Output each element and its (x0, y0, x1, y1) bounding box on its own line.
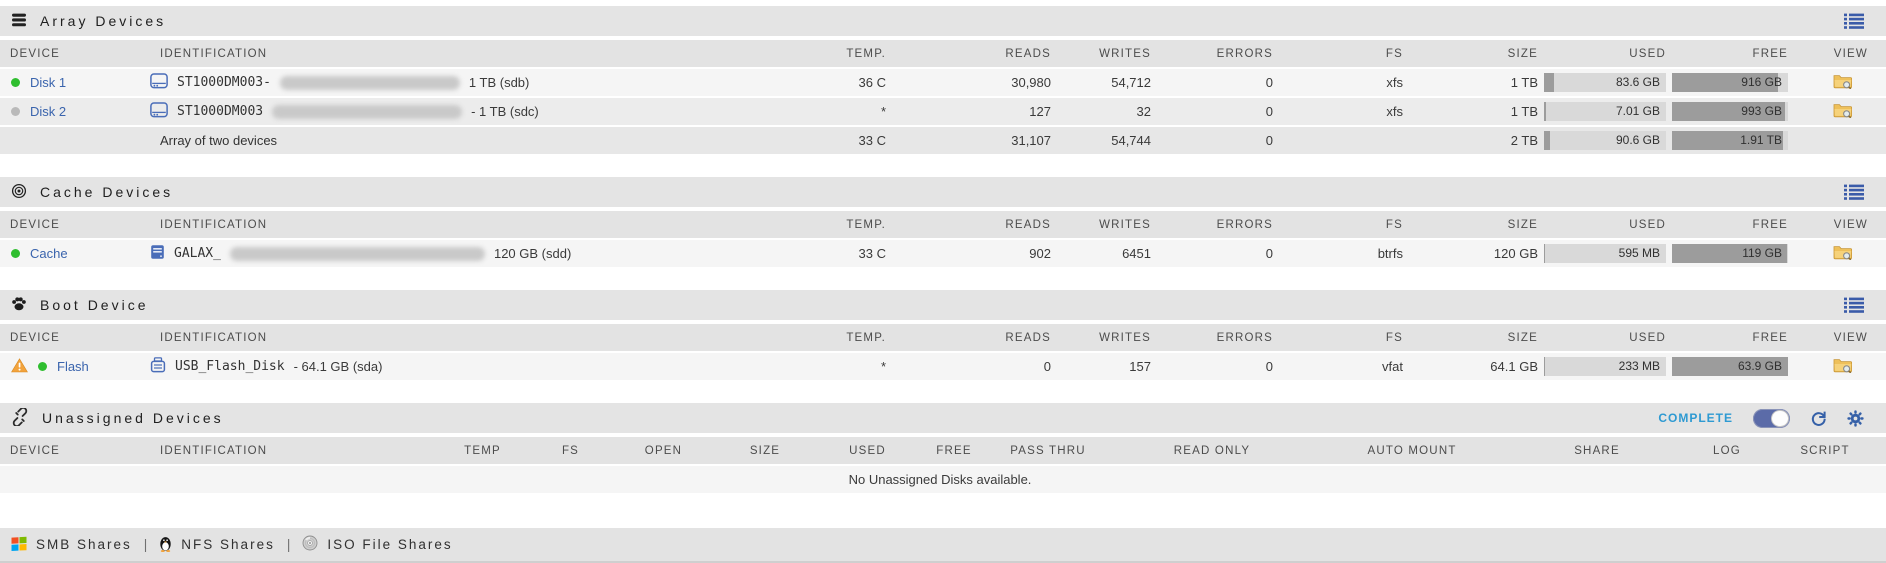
col-share: SHARE (1510, 437, 1690, 466)
boot-device-table (0, 324, 1886, 382)
fs-value: xfs (1279, 98, 1409, 127)
writes-value: 32 (1057, 98, 1157, 127)
usb-icon (150, 357, 166, 376)
reads-total: 31,107 (892, 127, 1057, 156)
errors-value: 0 (1157, 98, 1279, 127)
col-fs: FS (1279, 324, 1409, 353)
col-fs: FS (1279, 211, 1409, 240)
windows-icon (11, 536, 27, 554)
drive-capacity: - 1 TB (sdc) (471, 104, 539, 119)
column-header-row (0, 324, 1886, 353)
drive-capacity: - 64.1 GB (sda) (293, 359, 383, 374)
column-header-row (0, 211, 1886, 240)
col-temp: TEMP. (802, 211, 892, 240)
folder-view-icon[interactable] (1823, 73, 1852, 89)
array-totals-row (0, 127, 1886, 156)
col-size: SIZE (1409, 40, 1544, 69)
status-dot-green (38, 362, 47, 371)
footer-separator: | (286, 537, 291, 552)
redacted-serial (272, 105, 462, 119)
col-temp: TEMP (440, 437, 531, 466)
fs-value: vfat (1279, 353, 1409, 382)
used-bar: 90.6 GB (1544, 131, 1666, 150)
totals-label: Array of two devices (150, 127, 802, 156)
col-temp: TEMP. (802, 40, 892, 69)
free-bar: 916 GB (1672, 73, 1788, 92)
table-row-disk2 (0, 98, 1886, 127)
complete-label: COMPLETE (1658, 411, 1733, 425)
col-free: FREE (1672, 40, 1794, 69)
col-writes: WRITES (1057, 40, 1157, 69)
col-identification: IDENTIFICATION (150, 324, 802, 353)
free-bar: 993 GB (1672, 102, 1788, 121)
status-dot-green (11, 249, 20, 258)
section-unassigned-devices (0, 403, 1886, 495)
size-value: 120 GB (1409, 240, 1544, 269)
disk1-link[interactable]: Disk 1 (30, 75, 67, 90)
col-errors: ERRORS (1157, 324, 1279, 353)
writes-value: 157 (1057, 353, 1157, 382)
linux-penguin-icon (159, 535, 172, 555)
drive-capacity: 120 GB (sdd) (493, 246, 572, 261)
errors-value: 0 (1157, 353, 1279, 382)
section-array-devices (0, 6, 1886, 156)
col-temp: TEMP. (802, 324, 892, 353)
list-view-icon[interactable] (1844, 13, 1864, 29)
col-reads: READS (892, 211, 1057, 240)
writes-total: 54,744 (1057, 127, 1157, 156)
footer-label: ISO File Shares (327, 537, 453, 552)
status-dot-gray (11, 107, 20, 116)
temp-value: * (802, 98, 892, 127)
hdd-icon (150, 102, 168, 121)
col-device: DEVICE (0, 211, 150, 240)
col-size: SIZE (717, 437, 819, 466)
temp-value: * (802, 353, 892, 382)
col-device: DEVICE (0, 437, 150, 466)
flash-link[interactable]: Flash (57, 359, 89, 374)
col-script: SCRIPT (1770, 437, 1886, 466)
size-value: 1 TB (1409, 98, 1544, 127)
col-used: USED (1544, 40, 1672, 69)
used-bar: 7.01 GB (1544, 102, 1666, 121)
col-view: VIEW (1794, 324, 1886, 353)
table-row-disk1 (0, 69, 1886, 98)
ssd-icon (150, 244, 165, 263)
col-used: USED (819, 437, 922, 466)
col-free: FREE (1672, 324, 1794, 353)
errors-total: 0 (1157, 127, 1279, 156)
drive-model: ST1000DM003 (177, 104, 264, 119)
col-size: SIZE (1409, 211, 1544, 240)
shares-footer (0, 528, 1886, 563)
section-title: Array Devices (40, 13, 167, 29)
free-bar: 119 GB (1672, 244, 1788, 263)
col-used: USED (1544, 211, 1672, 240)
col-log: LOG (1690, 437, 1770, 466)
drive-capacity: 1 TB (sdb) (468, 75, 530, 90)
empty-message: No Unassigned Disks available. (0, 466, 1886, 495)
section-title: Boot Device (40, 297, 149, 313)
drive-model: GALAX_ (174, 246, 221, 261)
used-bar: 233 MB (1544, 357, 1666, 376)
list-view-icon[interactable] (1844, 184, 1864, 200)
empty-row (0, 466, 1886, 495)
list-view-icon[interactable] (1844, 297, 1864, 313)
used-bar: 595 MB (1544, 244, 1666, 263)
free-bar: 63.9 GB (1672, 357, 1788, 376)
col-free: FREE (922, 437, 992, 466)
col-view: VIEW (1794, 40, 1886, 69)
refresh-icon[interactable] (1810, 410, 1827, 427)
drive-model: USB_Flash_Disk (175, 359, 285, 374)
warning-icon (11, 358, 28, 376)
col-errors: ERRORS (1157, 40, 1279, 69)
complete-toggle[interactable] (1753, 409, 1790, 428)
footer-separator: | (143, 537, 148, 552)
col-writes: WRITES (1057, 324, 1157, 353)
fs-value: btrfs (1279, 240, 1409, 269)
temp-value: 33 C (802, 240, 892, 269)
array-devices-table (0, 40, 1886, 156)
folder-view-icon[interactable] (1823, 102, 1852, 118)
writes-value: 6451 (1057, 240, 1157, 269)
disc-icon (302, 535, 318, 554)
reads-value: 127 (892, 98, 1057, 127)
used-bar: 83.6 GB (1544, 73, 1666, 92)
footer-label: SMB Shares (36, 537, 132, 552)
redacted-serial (280, 76, 460, 90)
column-header-row (0, 40, 1886, 69)
col-fs: FS (1279, 40, 1409, 69)
table-row-cache (0, 240, 1886, 269)
col-auto-mount: AUTO MOUNT (1320, 437, 1510, 466)
cache-devices-table (0, 211, 1886, 269)
col-reads: READS (892, 324, 1057, 353)
col-identification: IDENTIFICATION (150, 211, 802, 240)
col-size: SIZE (1409, 324, 1544, 353)
boot-device-header (0, 290, 1886, 320)
table-row-flash (0, 353, 1886, 382)
col-identification: IDENTIFICATION (150, 437, 440, 466)
unassigned-devices-header (0, 403, 1886, 433)
free-bar: 1.91 TB (1672, 131, 1788, 150)
section-title: Unassigned Devices (42, 410, 224, 426)
col-fs: FS (531, 437, 616, 466)
footer-label: NFS Shares (181, 537, 275, 552)
broken-link-icon (11, 408, 29, 429)
status-dot-green (11, 78, 20, 87)
col-reads: READS (892, 40, 1057, 69)
errors-value: 0 (1157, 69, 1279, 98)
folder-view-icon[interactable] (1823, 357, 1852, 373)
fs-value: xfs (1279, 69, 1409, 98)
col-errors: ERRORS (1157, 211, 1279, 240)
col-open: OPEN (616, 437, 717, 466)
stacked-disks-icon (11, 12, 27, 31)
writes-value: 54,712 (1057, 69, 1157, 98)
footer-link-iso-shares[interactable] (302, 535, 452, 554)
cache-link[interactable]: Cache (30, 246, 68, 261)
column-header-row (0, 437, 1886, 466)
section-boot-device (0, 290, 1886, 382)
temp-total: 33 C (802, 127, 892, 156)
folder-view-icon[interactable] (1823, 244, 1852, 260)
col-device: DEVICE (0, 324, 150, 353)
disk2-link[interactable]: Disk 2 (30, 104, 67, 119)
col-used: USED (1544, 324, 1672, 353)
reads-value: 0 (892, 353, 1057, 382)
footer-link-smb-shares[interactable] (11, 536, 132, 554)
size-value: 1 TB (1409, 69, 1544, 98)
section-title: Cache Devices (40, 184, 174, 200)
drive-model: ST1000DM003- (177, 75, 271, 90)
unassigned-devices-table (0, 437, 1886, 495)
section-cache-devices (0, 177, 1886, 269)
col-writes: WRITES (1057, 211, 1157, 240)
gear-icon[interactable] (1847, 410, 1864, 427)
paw-icon (11, 296, 27, 315)
size-value: 64.1 GB (1409, 353, 1544, 382)
concentric-disc-icon (11, 183, 27, 202)
col-free: FREE (1672, 211, 1794, 240)
errors-value: 0 (1157, 240, 1279, 269)
temp-value: 36 C (802, 69, 892, 98)
array-devices-header (0, 6, 1886, 36)
col-identification: IDENTIFICATION (150, 40, 802, 69)
col-pass-thru: PASS THRU (992, 437, 1110, 466)
reads-value: 30,980 (892, 69, 1057, 98)
hdd-icon (150, 73, 168, 92)
col-view: VIEW (1794, 211, 1886, 240)
cache-devices-header (0, 177, 1886, 207)
redacted-serial (230, 247, 485, 261)
size-total: 2 TB (1409, 127, 1544, 156)
footer-link-nfs-shares[interactable] (159, 535, 275, 555)
col-read-only: READ ONLY (1110, 437, 1320, 466)
reads-value: 902 (892, 240, 1057, 269)
col-device: DEVICE (0, 40, 150, 69)
